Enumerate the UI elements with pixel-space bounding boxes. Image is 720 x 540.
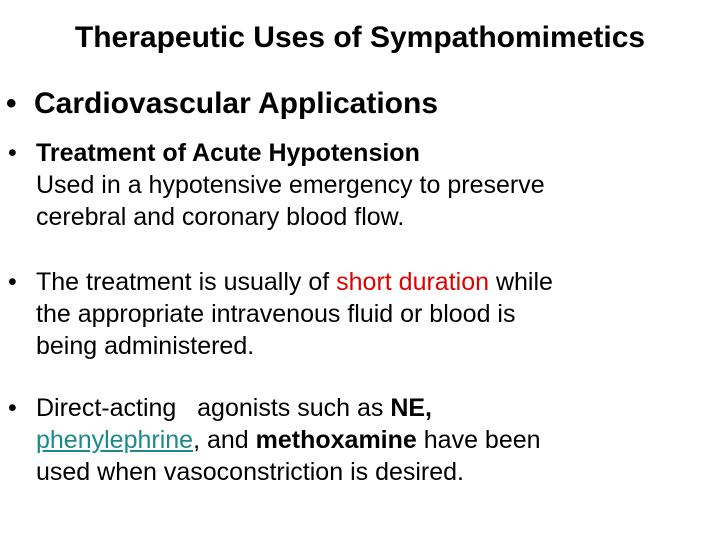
bullet-dot: • <box>6 87 17 120</box>
bullet-body <box>36 392 541 488</box>
link-phenylephrine[interactable]: phenylephrine <box>36 426 194 454</box>
bullet-line: used when vasoconstriction is desired. <box>36 458 465 486</box>
bullet-line: cerebral and coronary blood flow. <box>36 203 405 231</box>
text-segment: , and <box>193 426 256 454</box>
bullet-dot: • <box>8 268 17 296</box>
bullet-dot: • <box>8 139 17 167</box>
bullet-line <box>36 266 553 298</box>
bullet-body <box>36 137 545 233</box>
bullet-dot: • <box>8 394 17 422</box>
term-methoxamine: methoxamine <box>255 426 417 454</box>
text-segment: while <box>489 268 553 296</box>
term-ne: NE, <box>390 394 433 422</box>
text-segment: The treatment is usually of <box>36 268 337 296</box>
bullet-line <box>36 392 541 424</box>
text-segment: have been <box>416 426 541 454</box>
bullet-body <box>36 266 553 362</box>
bullet-text: Cardiovascular Applications <box>34 87 439 120</box>
text-segment: Direct-acting agonists such as <box>36 394 391 422</box>
bullet-heading: Treatment of Acute Hypotension <box>36 139 420 167</box>
bullet-line: being administered. <box>36 332 255 360</box>
bullet-line: the appropriate intravenous fluid or blood is <box>36 300 516 328</box>
bullet-line <box>36 424 541 456</box>
slide-title: Therapeutic Uses of Sympathomimetics <box>74 21 646 54</box>
highlight-short-duration: short duration <box>336 268 490 296</box>
bullet-line: Used in a hypotensive emergency to preserve <box>36 171 545 199</box>
